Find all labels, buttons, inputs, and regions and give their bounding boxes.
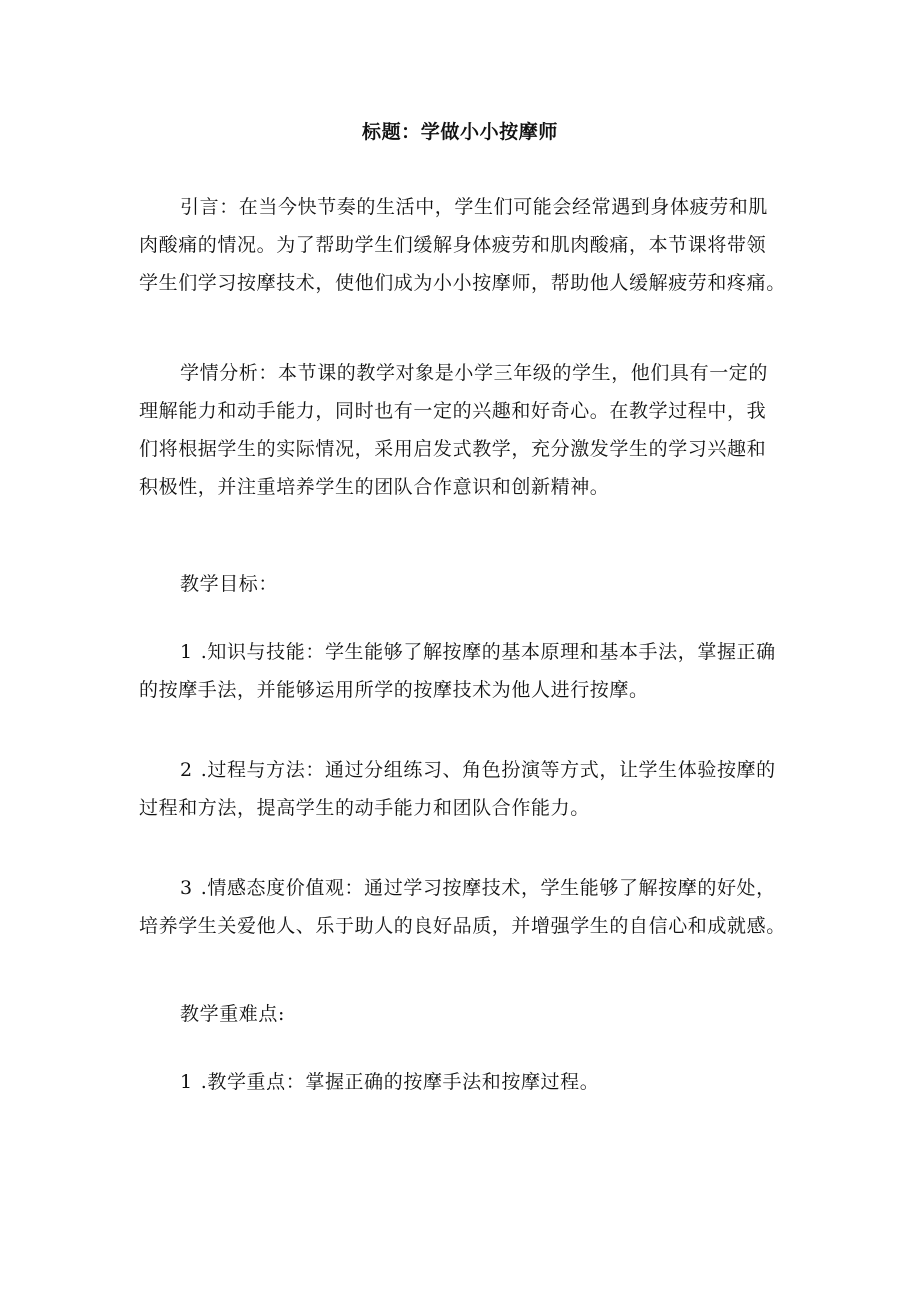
goal-item — [139, 751, 799, 827]
goal-2-text-1: .过程与方法：通过分组练习、角色扮演等方式，让学生体验按摩的 — [200, 759, 776, 781]
goal-item — [139, 633, 799, 709]
goal-2-line-1 — [139, 751, 799, 789]
key-points-heading-text: 教学重难点: — [180, 1003, 286, 1025]
key-point-1-text: .教学重点：掌握正确的按摩手法和按摩过程。 — [200, 1071, 600, 1093]
goal-2-line-2: 过程和方法，提高学生的动手能力和团队合作能力。 — [139, 797, 590, 819]
intro-paragraph — [139, 188, 799, 302]
goal-3-number: 3 — [180, 877, 193, 899]
goals-heading — [139, 565, 799, 603]
goal-1-number: 1 — [180, 641, 193, 663]
analysis-line-1: 学情分析：本节课的教学对象是小学三年级的学生，他们具有一定的 — [180, 362, 769, 384]
goal-2-number: 2 — [180, 759, 193, 781]
goal-1-text-1: .知识与技能：学生能够了解按摩的基本原理和基本手法，掌握正确 — [200, 641, 776, 663]
goals-heading-text: 教学目标： — [180, 573, 279, 595]
analysis-line-2: 理解能力和动手能力，同时也有一定的兴趣和好奇心。在教学过程中，我 — [139, 400, 767, 422]
analysis-paragraph — [139, 354, 799, 506]
intro-line-1: 引言：在当今快节奏的生活中，学生们可能会经常遇到身体疲劳和肌 — [180, 196, 769, 218]
analysis-line-4: 积极性，并注重培养学生的团队合作意识和创新精神。 — [139, 476, 610, 498]
intro-line-3: 学生们学习按摩技术，使他们成为小小按摩师，帮助他人缓解疲劳和疼痛。 — [139, 272, 786, 294]
goal-3-line-2: 培养学生关爱他人、乐于助人的良好品质，并增强学生的自信心和成就感。 — [139, 915, 786, 937]
analysis-line-3: 们将根据学生的实际情况，采用启发式教学，充分激发学生的学习兴趣和 — [139, 438, 767, 460]
goal-3-line-1 — [139, 869, 799, 907]
key-point-1-line-1 — [139, 1063, 799, 1101]
goal-item — [139, 869, 799, 945]
document-title: 标题：学做小小按摩师 — [361, 121, 558, 143]
key-points-heading — [139, 995, 799, 1033]
goal-1-line-2: 的按摩手法，并能够运用所学的按摩技术为他人进行按摩。 — [139, 679, 649, 701]
key-point-item — [139, 1063, 799, 1101]
goal-3-text-1: .情感态度价值观：通过学习按摩技术，学生能够了解按摩的好处， — [200, 877, 776, 899]
key-point-1-number: 1 — [180, 1071, 193, 1093]
goal-1-line-1 — [139, 633, 799, 671]
intro-line-2: 肉酸痛的情况。为了帮助学生们缓解身体疲劳和肌肉酸痛，本节课将带领 — [139, 234, 767, 256]
